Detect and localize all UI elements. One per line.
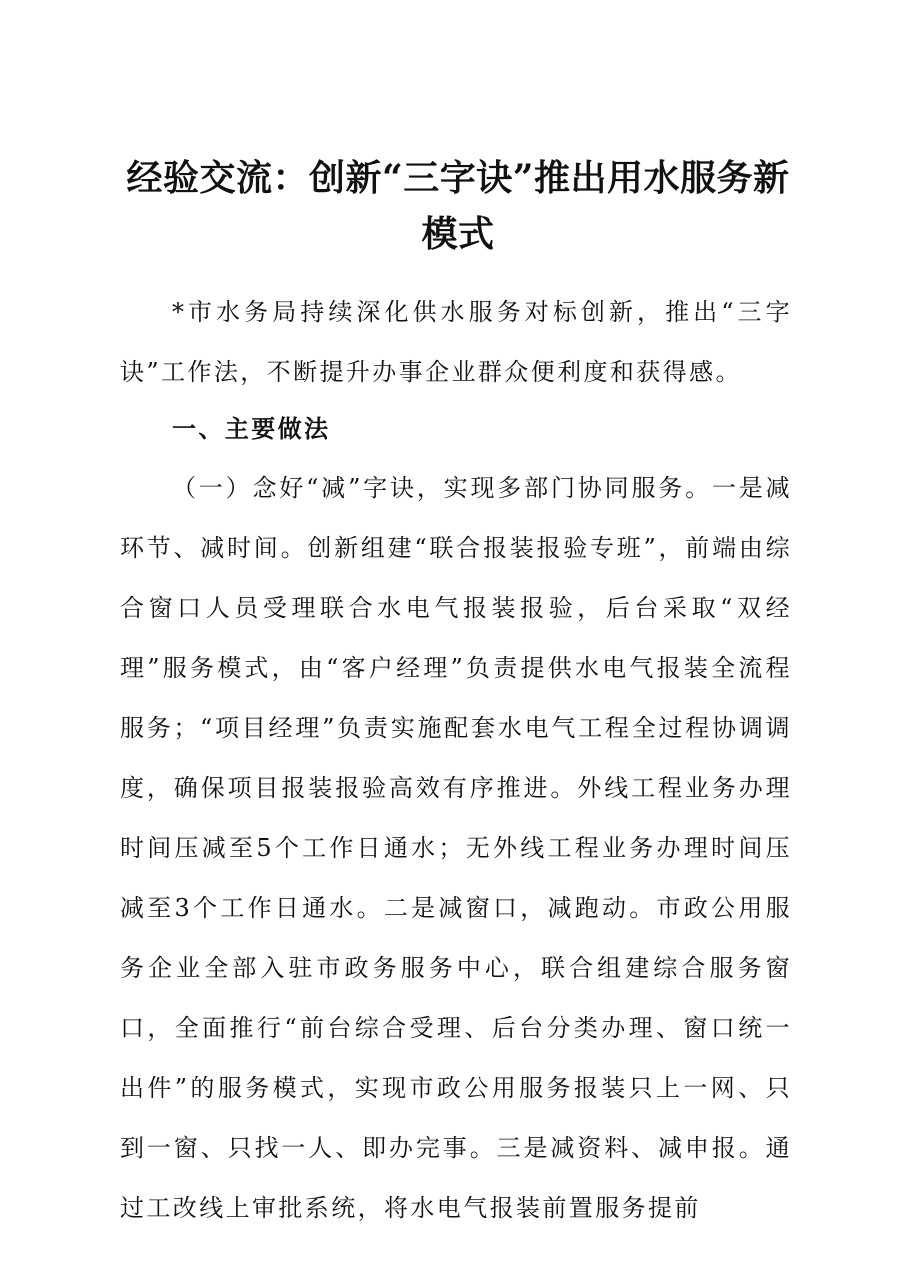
section-heading-main-practices: 一、主要做法 <box>172 415 331 443</box>
document-title: 经验交流：创新“三字诀”推出用水服务新模式 <box>126 157 790 255</box>
practice-paragraph-reduce: （一）念好“减”字诀，实现多部门协同服务。一是减环节、减时间。创新组建“联合报装报验专班”，前端由综合窗口人员受理联合水电气报装报验，后台采取“双经理”服务模式，由“客户经理”负责提供水电气报装全流程服务；“项目经理”负责实施配套水电气工程全过程协调调度，确保项目报装报验高效有序推进。外线工程业务办理时间压减至5个工作日通水；无外线工程业务办理时间压减至3个工作日通水。二是减窗口，减跑动。市政公用服务企业全部入驻市政务服务中心，联合组建综合服务窗口，全面推行“前台综合受理、后台分类办理、窗口统一出件”的服务模式，实现市政公用服务报装只上一网、只到一窗、只找一人、即办完事。三是减资料、减申报。通过工改线上审批系统，将水电气报装前置服务提前 <box>120 474 792 1222</box>
intro-paragraph: *市水务局持续深化供水服务对标创新，推出“三字诀”工作法，不断提升办事企业群众便利度和获得感。 <box>120 298 792 386</box>
document-body <box>120 282 792 1238</box>
